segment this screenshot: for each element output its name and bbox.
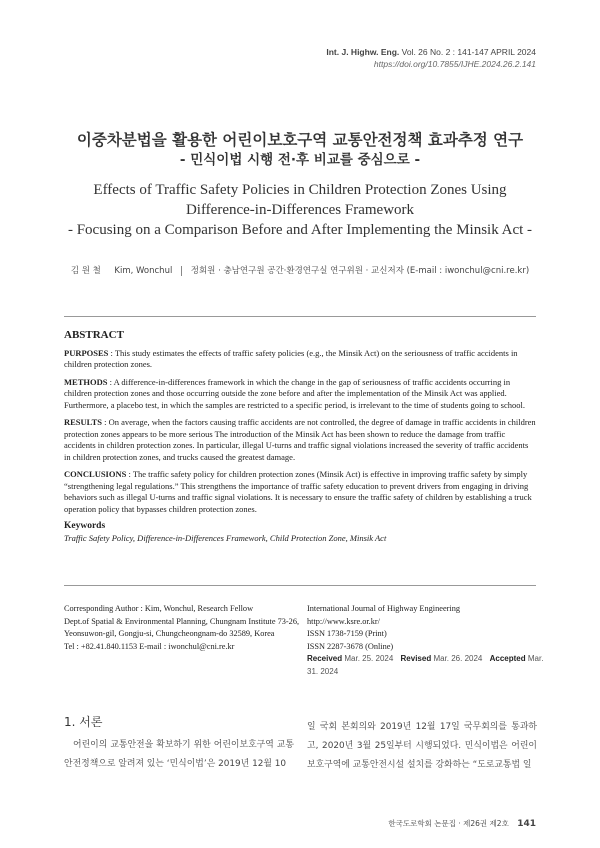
keywords: Traffic Safety Policy, Difference-in-Differences Framework, Child Protection Zone, Minsik Act — [64, 532, 387, 543]
results-text: : On average, when the factors causing traffic accidents are not controlled, the degree of damage in traffic accidents in children protection zones appears to be more serious The introduction of the Minsik Act has been shown to reduce the damage from traffic accidents in children protection zones. In particular, illegal U-turns and traffic signal violations increased the severity of traffic accidents in children protection zones, and trucks caused the greatest damage. — [64, 417, 536, 462]
purposes-label: PURPOSES — [64, 347, 109, 358]
abstract-results — [64, 417, 536, 463]
author-line — [0, 264, 600, 276]
purposes-text: : This study estimates the effects of traffic safety policies (e.g., the Minsik Act) on the seriousness of traffic accidents in children protection zones. — [64, 347, 518, 369]
abstract-heading: ABSTRACT — [64, 329, 124, 341]
english-subtitle: - Focusing on a Comparison Before and After Implementing the Minsik Act - — [67, 222, 533, 238]
journal-url[interactable]: http://www.ksre.or.kr/ — [307, 616, 380, 626]
issn-print: ISSN 1738-7159 (Print) — [307, 629, 387, 639]
accepted-date: Mar. 31. 2024 — [307, 654, 544, 676]
results-label: RESULTS — [64, 417, 102, 427]
page-footer — [388, 818, 536, 829]
korean-title: 이중차분법을 활용한 어린이보호구역 교통안전정책 효과추정 연구 — [76, 131, 524, 149]
abstract-purposes — [64, 348, 536, 371]
conclusions-label: CONCLUSIONS — [64, 469, 127, 479]
abstract — [64, 330, 536, 544]
corresponding-line1: Corresponding Author : Kim, Wonchul, Research Fellow — [64, 604, 254, 613]
revised-date: Mar. 26. 2024 — [433, 654, 483, 664]
journal-doi[interactable]: https://doi.org/10.7855/IJHE.2024.26.2.141 — [373, 59, 536, 69]
methods-text: : A difference-in-differences framework in which the change in the gap of seriousness of traffic accidents occurring in children protection zones and those occurring outside the zone before and after the implementation of the Minsik Act was applied. Furthermore, a placebo test, in which the samples are restricted to a specific period, is irrelevant to the time of students going to school. — [64, 376, 525, 410]
abstract-methods — [64, 377, 536, 412]
divider-top — [64, 316, 536, 317]
title-block — [0, 130, 600, 240]
author-affiliation: 정회원 · 충남연구원 공간·환경연구실 연구위원 · 교신저자 (E-mail : iwonchul@cni.re.kr) — [190, 266, 530, 276]
english-title-line2: Difference-in-Differences Framework — [185, 202, 415, 218]
received-label: Received — [307, 654, 343, 664]
received-date: Mar. 25. 2024 — [344, 654, 394, 664]
manuscript-dates — [307, 653, 547, 678]
english-title-line1: Effects of Traffic Safety Policies in Children Protection Zones Using — [93, 182, 507, 198]
keywords-label: Keywords — [64, 521, 106, 531]
corresponding-author-info — [64, 603, 304, 653]
journal-abbr: Int. J. Highw. Eng. — [326, 47, 400, 57]
korean-subtitle: - 민식이법 시행 전·후 비교를 중심으로 - — [179, 152, 421, 168]
page-number: 141 — [517, 819, 536, 829]
abstract-conclusions — [64, 469, 536, 515]
journal-info — [307, 603, 547, 679]
methods-label: METHODS — [64, 376, 108, 387]
journal-name: International Journal of Highway Engineering — [307, 604, 460, 613]
corresponding-line2: Dept.of Spatial & Environmental Planning, Chungnam Institute 73-26, — [64, 616, 300, 626]
divider-bottom — [64, 585, 536, 586]
author-separator — [181, 266, 182, 276]
accepted-label: Accepted — [489, 654, 526, 664]
author-korean-name: 김 원 철 — [70, 266, 101, 276]
corresponding-line3: Yeonsuwon-gil, Gongju-si, Chungcheongnam-do 32589, Korea — [64, 629, 275, 639]
conclusions-text: : The traffic safety policy for children protection zones (Minsik Act) is effective in improving traffic safety by simply “strengthening legal regulations.” This strengthens the importance of traffic safety education to prevent drivers from engaging in driving behaviors such as illegal U-turns and traffic signal violations. It is necessary to ensure the traffic safety of children by establishing a truck operation policy that bypasses children protection zones. — [64, 469, 532, 514]
body-text-left: 어린이의 교통안전을 확보하기 위한 어린이보호구역 교통안전정책으로 알려져 있는 ‘민식이법’은 2019년 12월 10 — [64, 740, 294, 769]
author-english-name: Kim, Wonchul — [114, 266, 173, 276]
section-heading: 1. 서론 — [64, 715, 103, 729]
body-text-right: 일 국회 본회의와 2019년 12월 17일 국무회의를 통과하고, 2020년 3월 25일부터 시행되었다. 민식이법은 어린이보호구역에 교통안전시설 설치를 강화하는 “도로교통법 일 — [307, 722, 537, 770]
corresponding-line4: Tel : +82.41.840.1153 E-mail : iwonchul@cni.re.kr — [64, 641, 235, 651]
journal-citation — [326, 46, 536, 70]
issn-online: ISSN 2287-3678 (Online) — [307, 641, 394, 651]
footer-journal: 한국도로학회 논문집 · 제26권 제2호 — [388, 819, 509, 828]
revised-label: Revised — [400, 654, 432, 664]
journal-issue: Vol. 26 No. 2 : 141-147 APRIL 2024 — [399, 47, 536, 57]
